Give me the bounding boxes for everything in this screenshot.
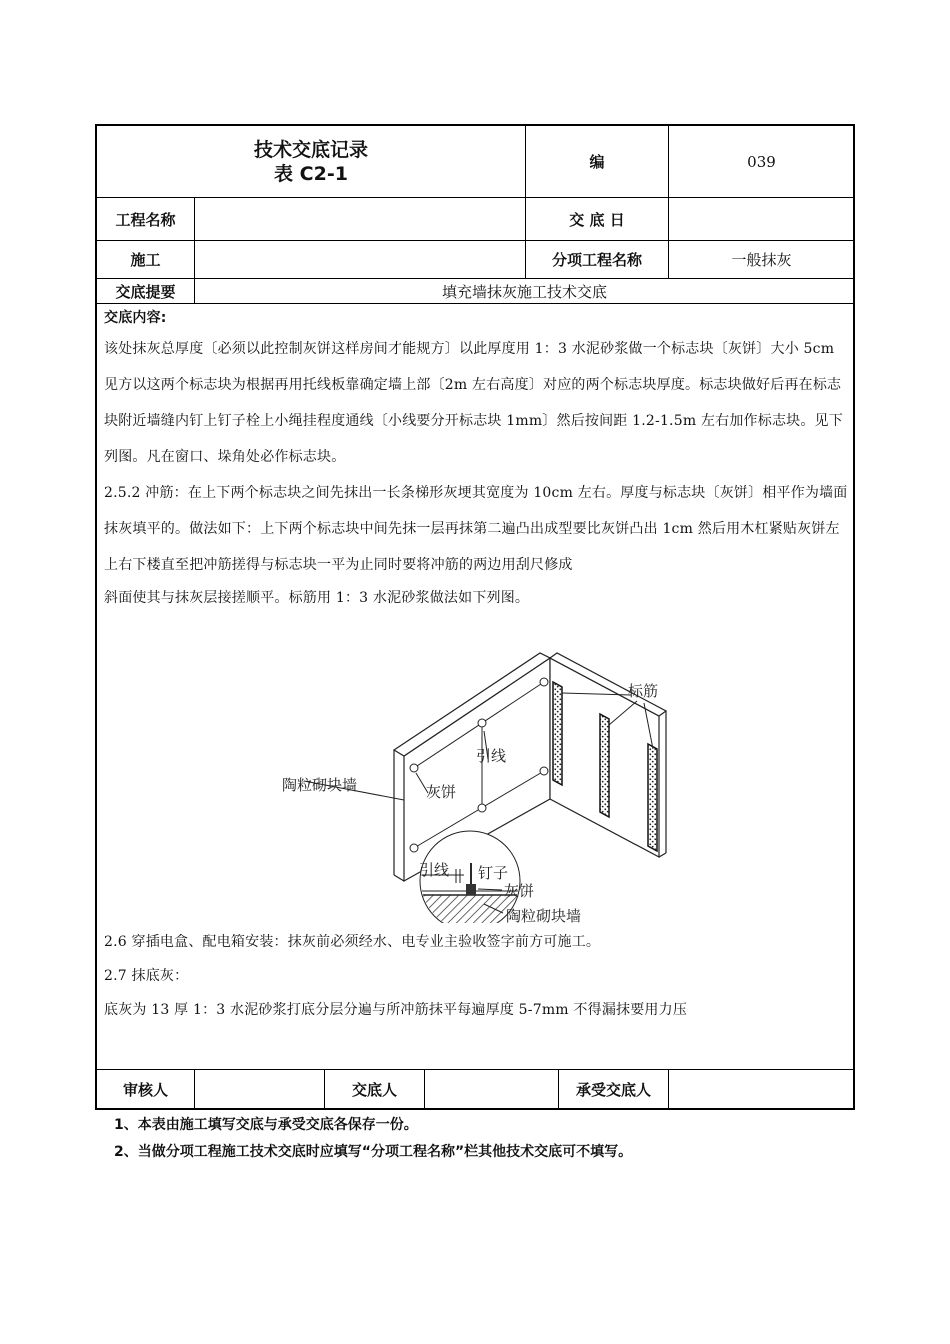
screed-strip — [553, 682, 562, 785]
label-cake-detail: 灰饼 — [504, 882, 535, 900]
screed-strip — [600, 714, 609, 817]
handover-date-field[interactable] — [669, 198, 854, 240]
nail-detail-inset — [414, 831, 581, 923]
cake-marker — [478, 719, 486, 727]
cake-marker — [410, 844, 418, 852]
discloser-field[interactable] — [425, 1070, 558, 1108]
handover-content — [104, 307, 849, 1027]
reviewer-label: 审核人 — [122, 1080, 168, 1099]
screed-strip — [648, 744, 657, 851]
footnote-1: 1、本表由施工填写交底与承受交底各保存一份。 — [114, 1117, 418, 1133]
sub-project-value: 一般抹灰 — [731, 251, 792, 269]
cake-marker — [540, 678, 548, 686]
sub-project-label: 分项工程名称 — [551, 251, 642, 269]
summary-label: 交底提要 — [115, 282, 176, 301]
content-item-2-7: 2.7 抹底灰： — [104, 968, 189, 984]
title-line-2: 表 C2-1 — [274, 162, 348, 185]
discloser-label: 交底人 — [351, 1080, 397, 1099]
content-base-coat: 底灰为 13 厚 1：3 水泥砂浆打底分层分遍与所冲筋抹平每遍厚度 5-7mm 不得漏抹要用力压 — [104, 1002, 688, 1018]
receiver-field[interactable] — [669, 1070, 854, 1108]
label-guide-line: 引线 — [476, 747, 507, 765]
construction-field[interactable] — [195, 241, 525, 278]
receiver-label: 承受交底人 — [575, 1080, 651, 1099]
label-wall-detail: 陶粒砌块墙 — [506, 907, 582, 923]
grid-line — [96, 303, 854, 304]
label-cake: 灰饼 — [426, 783, 457, 801]
label-guide-line-detail: 引线 — [419, 861, 450, 879]
cake-marker — [410, 764, 418, 772]
label-nail: 钉子 — [478, 864, 509, 882]
content-paragraph-2: 2.5.2 冲筋：在上下两个标志块之间先抹出一长条梯形灰埂其宽度为 10cm 左右。厚度与标志块〔灰饼〕相平作为墙面抹灰填平的。做法如下：上下两个标志块中间先抹一层再抹第二遍凸出成型要比灰饼凸出 1cm 然后用木杠紧贴灰饼左上右下楼直至把冲筋搓得与标志块一平为止同时要将冲筋的两边用刮尺修成 — [104, 485, 848, 573]
content-label: 交底内容: — [104, 310, 167, 326]
plastering-diagram — [104, 613, 849, 923]
content-item-2-6: 2.6 穿插电盒、配电箱安装：抹灰前必须经水、电专业主验收签字前方可施工。 — [104, 934, 601, 950]
footnote-2: 2、当做分项工程施工技术交底时应填写“分项工程名称”栏其他技术交底可不填写。 — [114, 1144, 633, 1160]
project-name-field[interactable] — [195, 198, 525, 240]
construction-label: 施工 — [130, 251, 161, 269]
number-value: 039 — [747, 152, 776, 171]
summary-value: 填充墙抹灰施工技术交底 — [441, 282, 607, 301]
cake-marker — [540, 767, 548, 775]
label-wall: 陶粒砌块墙 — [282, 776, 358, 794]
content-paragraph-1: 该处抹灰总厚度〔必须以此控制灰饼这样房间才能规方〕以此厚度用 1：3 水泥砂浆做一个标志块〔灰饼〕大小 5cm 见方以这两个标志块为根据再用托线板靠确定墙上部〔2m 左右高度〕对应的两个标志块厚度。标志块做好后再在标志块附近墙缝内钉上钉子栓上小绳挂程度通线〔小线要分开标志块 1mm〕然后按间距 1.2-1.5m 左右加作标志块。见下列图。凡在窗口、垛角处必作标志块。 — [104, 341, 843, 465]
document-title — [97, 126, 525, 197]
footnotes — [114, 1112, 632, 1166]
handover-date-label: 交 底 日 — [569, 210, 625, 229]
project-name-label: 工程名称 — [115, 210, 176, 229]
reviewer-field[interactable] — [195, 1070, 324, 1108]
content-paragraph-3: 斜面使其与抹灰层接搓顺平。标筋用 1：3 水泥砂浆做法如下列图。 — [104, 590, 530, 606]
cake-marker — [478, 804, 486, 812]
label-screed-strip: 标筋 — [628, 682, 659, 700]
number-label: 编 — [589, 153, 605, 171]
title-line-1: 技术交底记录 — [253, 138, 368, 161]
